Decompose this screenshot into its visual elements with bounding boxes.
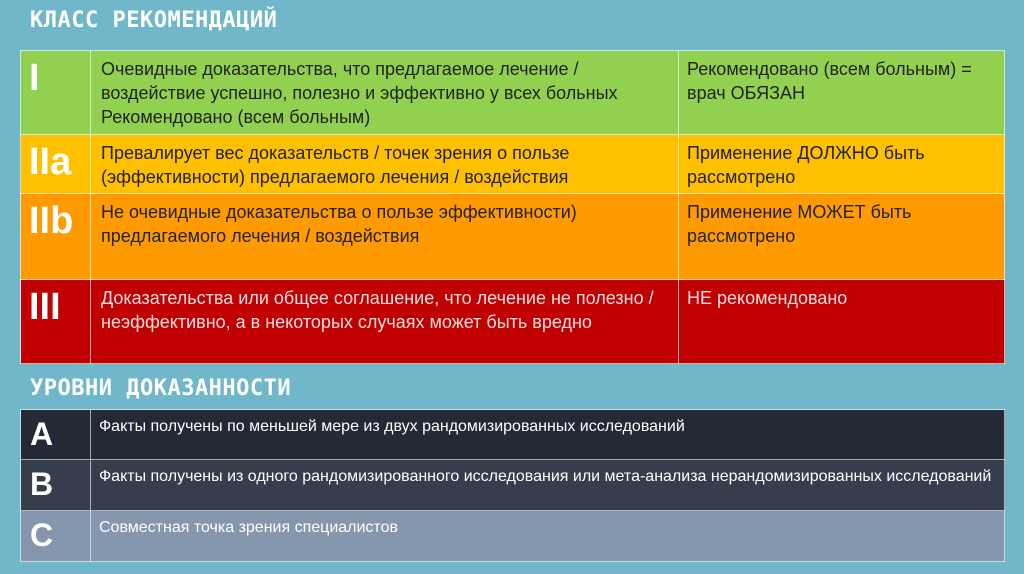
level-description: Факты получены из одного рандомизированного исследования или мета-анализа нерандомизированных исследований — [91, 460, 1005, 511]
level-label: B — [21, 460, 91, 511]
table-row — [21, 280, 1005, 364]
table-row — [21, 410, 1005, 460]
class-label: IIb — [21, 194, 91, 280]
table-row — [21, 511, 1005, 562]
class-description: Превалирует вес доказательств / точек зрения о пользе (эффективности) предлагаемого лечения / воздействия — [91, 135, 679, 194]
class-action: Применение МОЖЕТ быть рассмотрено — [679, 194, 1005, 280]
level-description: Факты получены по меньшей мере из двух рандомизированных исследований — [91, 410, 1005, 460]
class-action: НЕ рекомендовано — [679, 280, 1005, 364]
class-description: Доказательства или общее соглашение, что лечение не полезно / неэффективно, а в некоторых случаях может быть вредно — [91, 280, 679, 364]
class-description: Очевидные доказательства, что предлагаемое лечение / воздействие успешно, полезно и эффективно у всех больных Рекомендовано (всем больным) — [91, 51, 679, 135]
class-action: Применение ДОЛЖНО быть рассмотрено — [679, 135, 1005, 194]
table-row — [21, 460, 1005, 511]
recommendation-class-table — [20, 50, 1005, 364]
recommendation-class-heading: КЛАСС РЕКОМЕНДАЦИЙ — [30, 8, 278, 33]
class-description — [91, 194, 679, 280]
class-description-line: Не очевидные доказательства о пользе эффективности) — [101, 202, 577, 222]
table-row — [21, 135, 1005, 194]
evidence-level-heading: УРОВНИ ДОКАЗАННОСТИ — [30, 376, 292, 401]
class-label: III — [21, 280, 91, 364]
evidence-level-table — [20, 409, 1005, 562]
class-label: I — [21, 51, 91, 135]
class-action: Рекомендовано (всем больным) = врач ОБЯЗАН — [679, 51, 1005, 135]
class-label: IIa — [21, 135, 91, 194]
table-row — [21, 51, 1005, 135]
class-description-line: предлагаемого лечения / воздействия — [101, 226, 420, 246]
level-label: A — [21, 410, 91, 460]
table-row — [21, 194, 1005, 280]
level-description: Совместная точка зрения специалистов — [91, 511, 1005, 562]
level-label: C — [21, 511, 91, 562]
